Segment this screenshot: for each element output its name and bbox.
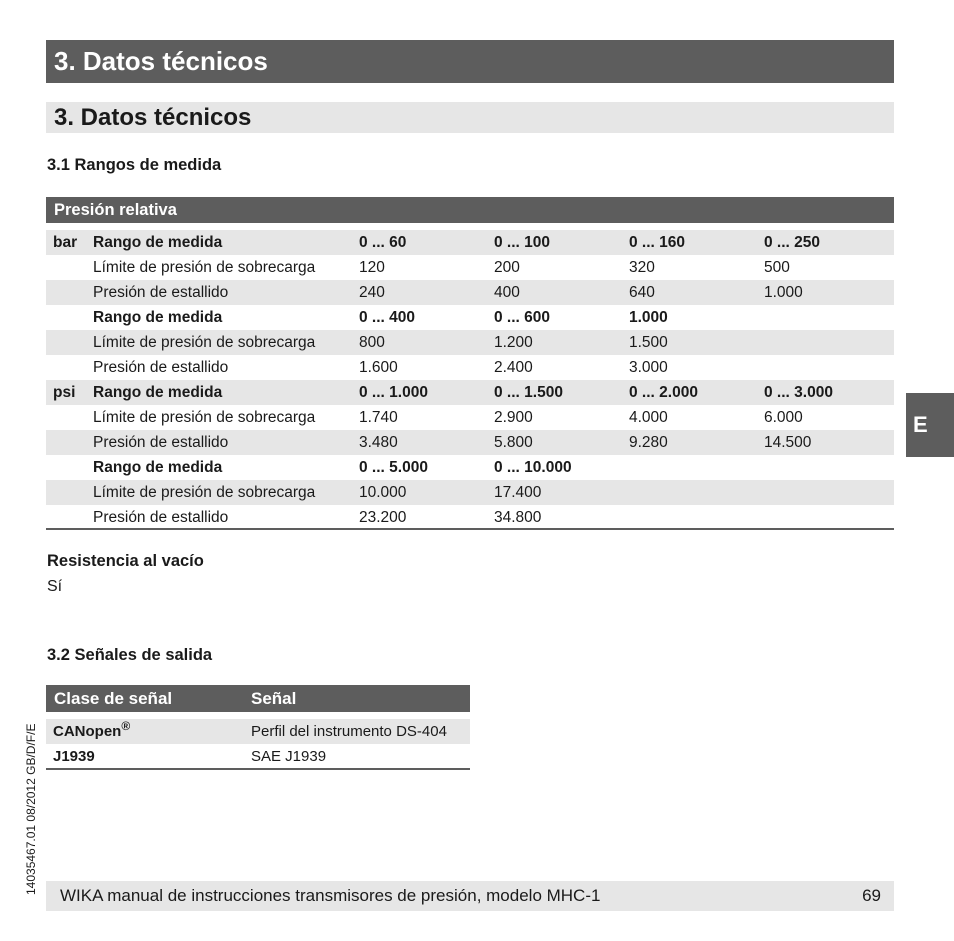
document-code: 14035467.01 08/2012 GB/D/F/E bbox=[24, 723, 38, 895]
signal-cell: SAE J1939 bbox=[251, 748, 327, 765]
value-cell: 0 ... 1.500 bbox=[494, 384, 563, 401]
value-cell: 34.800 bbox=[494, 509, 542, 526]
value-cell: 0 ... 3.000 bbox=[764, 384, 833, 401]
label-cell: Rango de medida bbox=[93, 234, 223, 251]
signal-class-header: Clase de señal bbox=[54, 689, 173, 708]
registered-trademark-mark: ® bbox=[121, 719, 131, 733]
value-cell: 500 bbox=[764, 259, 790, 276]
value-cell: 14.500 bbox=[764, 434, 812, 451]
label-cell: Presión de estallido bbox=[93, 359, 229, 376]
value-cell: 1.000 bbox=[764, 284, 803, 301]
value-cell: 0 ... 2.000 bbox=[629, 384, 698, 401]
section-heading-signals: 3.2 Señales de salida bbox=[47, 646, 213, 664]
footer-text: WIKA manual de instrucciones transmisores de presión, modelo MHC-1 bbox=[60, 886, 601, 905]
vacuum-title: Resistencia al vacío bbox=[47, 552, 204, 570]
value-cell: 1.600 bbox=[359, 359, 398, 376]
vacuum-value: Sí bbox=[47, 578, 63, 595]
label-cell: Presión de estallido bbox=[93, 284, 229, 301]
value-cell: 17.400 bbox=[494, 484, 542, 501]
value-cell: 3.480 bbox=[359, 434, 398, 451]
table-row bbox=[46, 330, 894, 355]
value-cell: 10.000 bbox=[359, 484, 407, 501]
value-cell: 6.000 bbox=[764, 409, 803, 426]
value-cell: 2.400 bbox=[494, 359, 533, 376]
signal-class-cell bbox=[53, 744, 95, 769]
value-cell: 1.740 bbox=[359, 409, 398, 426]
value-cell: 9.280 bbox=[629, 434, 668, 451]
signal-class-cell bbox=[53, 719, 130, 744]
pressure-table bbox=[46, 230, 894, 530]
table-row bbox=[46, 430, 894, 455]
value-cell: 0 ... 250 bbox=[764, 234, 821, 251]
language-tab: E bbox=[906, 393, 954, 457]
table-row bbox=[46, 380, 894, 405]
value-cell: 5.800 bbox=[494, 434, 533, 451]
signal-header: Señal bbox=[251, 689, 297, 708]
value-cell: 1.200 bbox=[494, 334, 533, 351]
table-row bbox=[46, 355, 894, 380]
value-cell: 0 ... 10.000 bbox=[494, 459, 572, 476]
value-cell: 0 ... 400 bbox=[359, 309, 416, 326]
signal-class-text: J1939 bbox=[53, 748, 95, 765]
sub-title: 3. Datos técnicos bbox=[46, 102, 894, 133]
section-heading-ranges: 3.1 Rangos de medida bbox=[47, 156, 222, 174]
value-cell: 4.000 bbox=[629, 409, 668, 426]
pressure-table-bottom-rule bbox=[46, 528, 894, 530]
signal-table-header bbox=[46, 685, 470, 712]
label-cell: Límite de presión de sobrecarga bbox=[93, 259, 316, 276]
table-row bbox=[46, 480, 894, 505]
signal-table bbox=[46, 719, 470, 769]
value-cell: 0 ... 60 bbox=[359, 234, 407, 251]
table-row bbox=[46, 230, 894, 255]
main-title: 3. Datos técnicos bbox=[46, 40, 894, 83]
table-row bbox=[46, 505, 894, 530]
page-footer bbox=[46, 881, 894, 911]
signal-table-bottom-rule bbox=[46, 768, 470, 770]
unit-cell: bar bbox=[53, 234, 78, 251]
value-cell: 240 bbox=[359, 284, 385, 301]
table-row bbox=[46, 255, 894, 280]
value-cell: 0 ... 5.000 bbox=[359, 459, 428, 476]
value-cell: 400 bbox=[494, 284, 520, 301]
label-cell: Rango de medida bbox=[93, 309, 223, 326]
value-cell: 200 bbox=[494, 259, 520, 276]
signal-cell: Perfil del instrumento DS-404 bbox=[251, 723, 447, 740]
page-number: 69 bbox=[862, 886, 881, 905]
table-row bbox=[46, 719, 470, 744]
value-cell: 0 ... 1.000 bbox=[359, 384, 428, 401]
value-cell: 23.200 bbox=[359, 509, 407, 526]
value-cell: 800 bbox=[359, 334, 385, 351]
table-row bbox=[46, 744, 470, 769]
value-cell: 0 ... 600 bbox=[494, 309, 551, 326]
label-cell: Límite de presión de sobrecarga bbox=[93, 334, 316, 351]
value-cell: 640 bbox=[629, 284, 655, 301]
value-cell: 0 ... 100 bbox=[494, 234, 551, 251]
label-cell: Presión de estallido bbox=[93, 434, 229, 451]
signal-class-text: CANopen bbox=[53, 723, 122, 740]
value-cell: 120 bbox=[359, 259, 385, 276]
table-row bbox=[46, 405, 894, 430]
value-cell: 3.000 bbox=[629, 359, 668, 376]
value-cell: 320 bbox=[629, 259, 655, 276]
label-cell: Límite de presión de sobrecarga bbox=[93, 409, 316, 426]
label-cell: Presión de estallido bbox=[93, 509, 229, 526]
label-cell: Rango de medida bbox=[93, 384, 223, 401]
table-row bbox=[46, 305, 894, 330]
value-cell: 0 ... 160 bbox=[629, 234, 686, 251]
value-cell: 2.900 bbox=[494, 409, 533, 426]
label-cell: Límite de presión de sobrecarga bbox=[93, 484, 316, 501]
value-cell: 1.000 bbox=[629, 309, 668, 326]
label-cell: Rango de medida bbox=[93, 459, 223, 476]
table-row bbox=[46, 455, 894, 480]
table-row bbox=[46, 280, 894, 305]
pressure-table-title: Presión relativa bbox=[46, 197, 894, 223]
value-cell: 1.500 bbox=[629, 334, 668, 351]
unit-cell: psi bbox=[53, 384, 76, 401]
